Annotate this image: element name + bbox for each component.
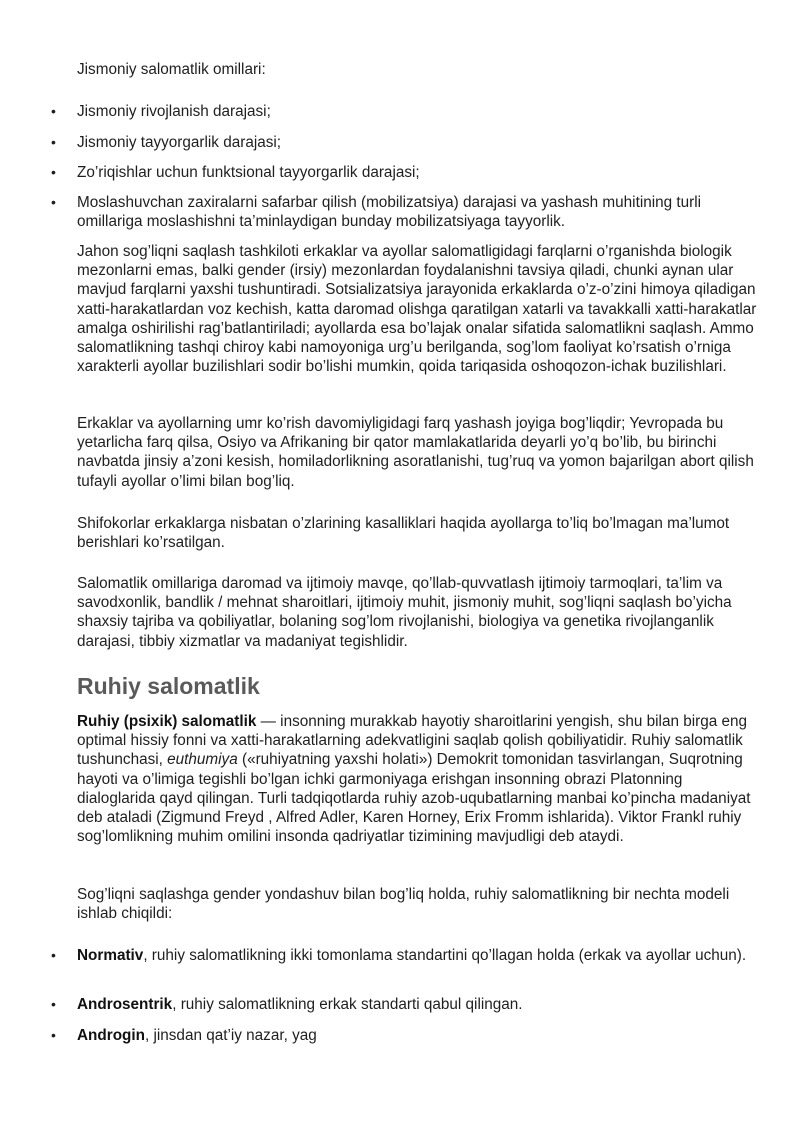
list-item — [51, 946, 759, 965]
bullet-icon: • — [51, 103, 56, 119]
models-lead: Sog’liqni saqlashga gender yondashuv bilan bog’liq holda, ruhiy salomatlikning bir nechta modeli ishlab chiqildi: — [77, 886, 730, 923]
definition-italic-term: euthumiya — [167, 751, 238, 769]
paragraph: Shifokorlar erkaklarga nisbatan o’zlarining kasalliklari haqida ayollarga to’liq bo’lmagan ma’lumot berishlari ko’rsatilgan. — [77, 515, 730, 552]
paragraph: Erkaklar va ayollarning umr ko’rish davomiyligidagi farq yashash joyiga bog’liqdir; Yevropada bu yetarlicha farq qilsa, Osiyo va Afrikaning bir qator mamlakatlarida deyarli yo’q bo’lib, bu birinchi navbatda jinsiy a’zoni kesish, homiladorlikning asoratlanishi, tug’ruq va yomon bajarilgan abort qilish tufayli ayollar o’limi bilan bog’liq. — [77, 415, 754, 490]
bullet-icon: • — [51, 134, 56, 150]
bullet-icon: • — [51, 947, 56, 963]
list-item-text: Zo’riqishlar uchun funktsional tayyorgarlik darajasi; — [77, 164, 420, 181]
list-item — [51, 193, 759, 231]
bullet-icon: • — [51, 1027, 56, 1043]
section-heading: Ruhiy salomatlik — [77, 673, 260, 699]
list-item — [51, 102, 759, 121]
factors-lead: Jismoniy salomatlik omillari: — [77, 61, 266, 78]
model-term: Normativ — [77, 947, 144, 964]
list-item — [51, 163, 759, 182]
bullet-icon: • — [51, 996, 56, 1012]
list-item-text: Moslashuvchan zaxiralarni safarbar qilish (mobilizatsiya) darajasi va yashash muhitining turli omillariga moslashishni ta’minlaydigan bunday mobilizatsiyaga tayyorlik. — [77, 194, 702, 231]
definition-term: Ruhiy (psixik) salomatlik — [77, 713, 257, 730]
list-item — [51, 995, 759, 1014]
definition-text-continued: («ruhiyatning yaxshi holati») Demokrit tomonidan tasvirlangan, Suqrotning hayoti va o’limiga tegishli bo’lgan ichki garmoniyaga erishgan insonning obrazi Platonning dialoglarida qayd qilingan. Turli tadqiqotlarda ruhiy azob-uqubatlarning manbai ko’pincha madaniyat deb ataladi (Zigmund Freyd , Alfred Adler, Karen Horney, Erix Fromm ishlarida). Viktor Frankl ruhiy sog’lomlikning muhim omilini insonda qadriyatlar tizimining mavjudligi deb ataydi. — [77, 751, 751, 846]
paragraph: Salomatlik omillariga daromad va ijtimoiy mavqe, qo’llab-quvvatlash ijtimoiy tarmoqlari, ta’lim va savodxonlik, bandlik / mehnat sharoitlari, ijtimoiy muhit, jismoniy muhit, sog’liqni saqlash bo’yicha shaxsiy tajriba va qobiliyatlar, bolaning sog’lom rivojlanishi, biologiya va genetika rivojlanganlik darajasi, tibbiy xizmatlar va madaniyat tegishlidir. — [77, 575, 732, 650]
model-term: Androsentrik — [77, 996, 173, 1013]
bullet-icon: • — [51, 194, 56, 210]
model-text: , jinsdan qat’iy nazar, yag — [144, 1027, 317, 1044]
definition-paragraph — [77, 712, 757, 846]
model-term: Androgin — [77, 1027, 145, 1044]
definition-text: — insonning murakkab hayotiy sharoitlarini yengish, shu bilan birga eng optimal hissiy fonni va xatti-harakatlarning adekvatligini saqlab qolish qobiliyatidir. Ruhiy salomatlik tushunchasi, — [77, 713, 748, 769]
model-text: , ruhiy salomatlikning ikki tomonlama standartini qo’llagan holda (erkak va ayollar uchun). — [143, 947, 747, 964]
list-item — [51, 133, 759, 152]
paragraph: Jahon sog’liqni saqlash tashkiloti erkaklar va ayollar salomatligidagi farqlarni o’rganishda biologik mezonlarni emas, balki gender (irsiy) mezonlardan foydalanishni tavsiya qiladi, chunki aynan ular mavjud farqlarni yaxshi tushuntiradi. Sotsializatsiya jarayonida erkaklarda o’z-o’zini himoya qiladigan xatti-harakatlardan voz kechish, katta daromad olishga qaratilgan xatarli va tavakkalli xatti-harakatlar amalga oshirilishi rag’batlantiriladi; ayollarda esa bo’lajak onalar sifatida salomatlikni saqlash. Ammo salomatlikning tashqi chiroy kabi namoyoniga urg’u berilganda, sog’lom faoliyat ko’rsatish o’rniga xarakterli ayollar buzilishlari sodir bo’lishi mumkin, qoida tariqasida oshoqozon-ichak buzilishlari. — [77, 243, 757, 376]
list-item — [51, 1026, 759, 1045]
list-item-text: Jismoniy tayyorgarlik darajasi; — [77, 134, 282, 151]
list-item-text: Jismoniy rivojlanish darajasi; — [77, 103, 271, 120]
model-text: , ruhiy salomatlikning erkak standarti qabul qilingan. — [172, 996, 523, 1013]
bullet-icon: • — [51, 164, 56, 180]
